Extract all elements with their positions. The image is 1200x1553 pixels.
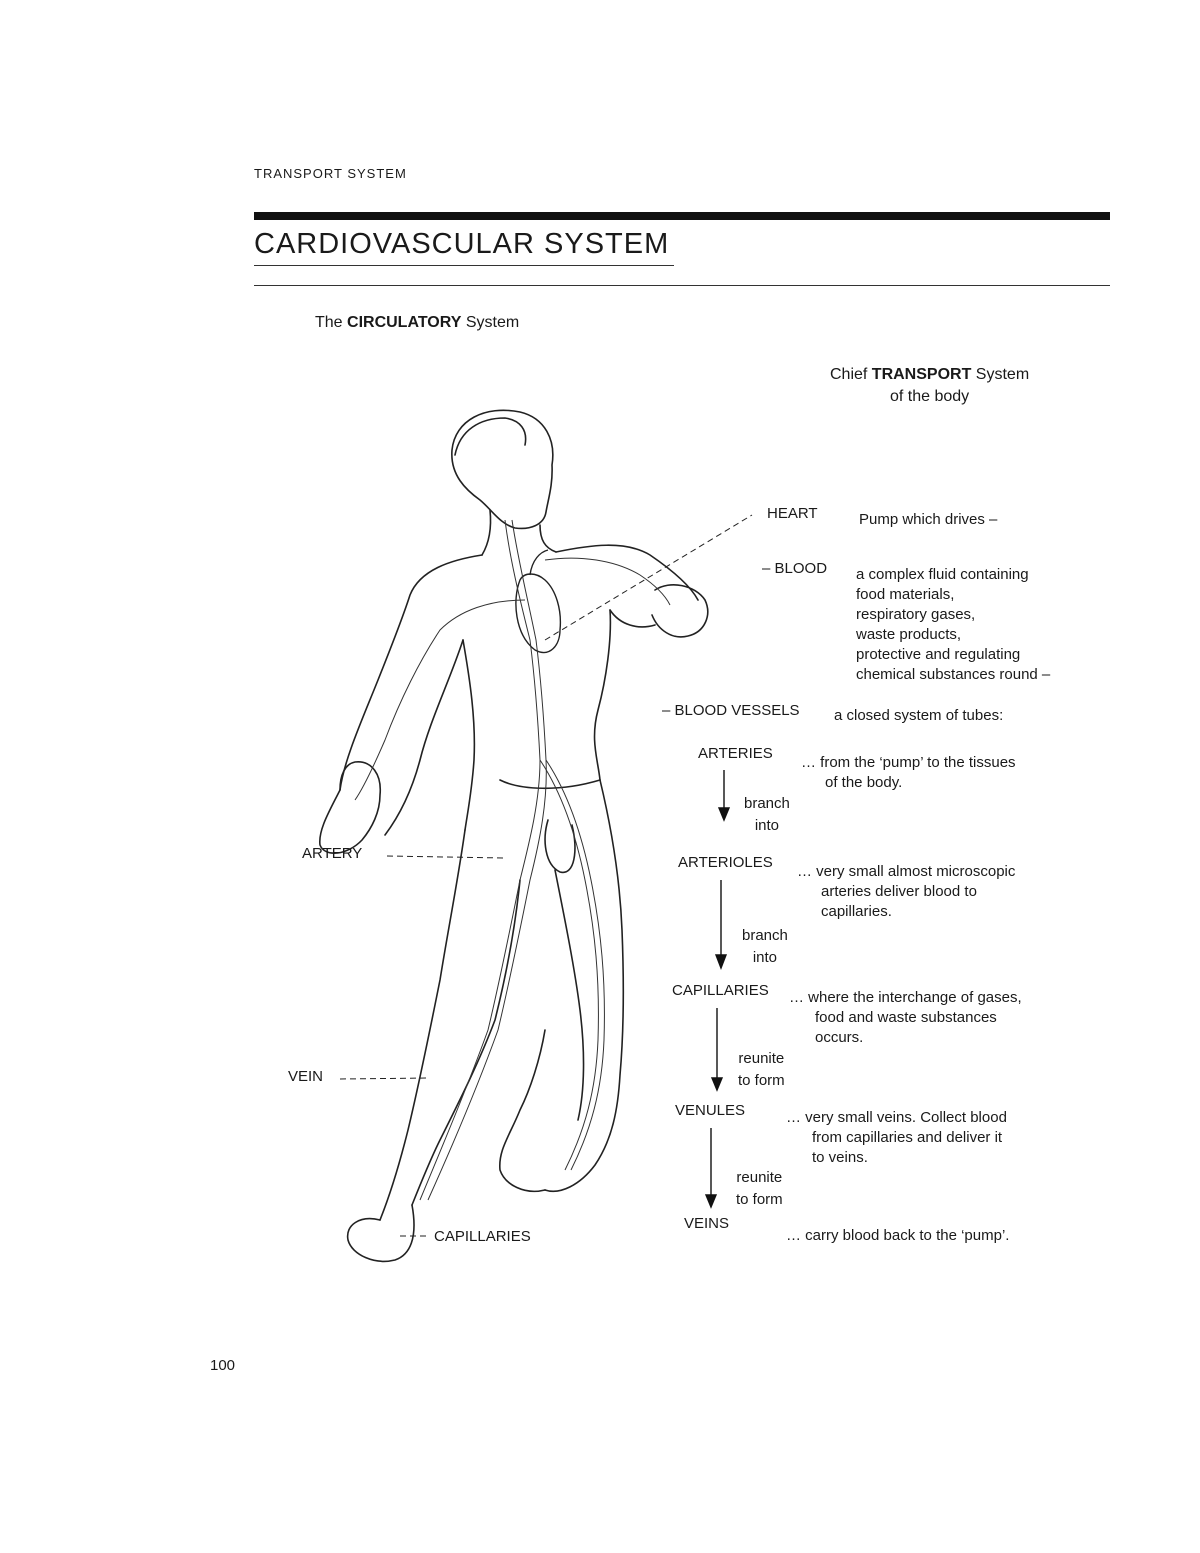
blood-desc-line: respiratory gases,: [856, 606, 976, 623]
capillaries-desc-line: occurs.: [815, 1029, 864, 1046]
artery-label: ARTERY: [302, 845, 363, 862]
arterioles-label: ARTERIOLES: [678, 854, 773, 871]
step-text: branch: [742, 927, 788, 944]
capillaries-desc-line: … where the interchange of gases,: [789, 989, 1022, 1006]
section-label: TRANSPORT SYSTEM: [254, 166, 407, 181]
step-text: into: [754, 817, 780, 834]
subtitle-bold: CIRCULATORY: [347, 314, 462, 331]
step-reunite-2: [736, 1167, 783, 1211]
capillaries-label: CAPILLARIES: [672, 982, 769, 999]
arterioles-desc-line: capillaries.: [821, 903, 892, 920]
page-title: CARDIOVASCULAR SYSTEM: [254, 228, 670, 260]
blood-desc: [856, 565, 1050, 685]
step-text: into: [752, 949, 778, 966]
step-reunite-1: [738, 1048, 785, 1092]
step-text: branch: [744, 795, 790, 812]
step-branch-into-1: [744, 793, 790, 837]
venules-desc: [786, 1108, 1007, 1168]
venules-desc-line: … very small veins. Collect blood: [786, 1109, 1007, 1126]
step-text: to form: [736, 1191, 783, 1208]
vein-label: VEIN: [288, 1068, 324, 1085]
venules-label: VENULES: [675, 1102, 746, 1119]
subtitle-suffix: System: [461, 314, 520, 331]
venules-desc-line: to veins.: [812, 1149, 868, 1166]
step-text: to form: [738, 1072, 785, 1089]
leader-lines: [340, 515, 752, 1236]
chief-suffix: System: [971, 366, 1030, 383]
venules-desc-line: from capillaries and deliver it: [812, 1129, 1003, 1146]
arterioles-desc-line: … very small almost microscopic: [797, 863, 1016, 880]
arteries-desc: [801, 753, 1016, 793]
step-text: reunite: [736, 1169, 783, 1186]
chief-bold: TRANSPORT: [871, 366, 972, 383]
blood-label: – BLOOD: [762, 560, 828, 577]
chief-line2: of the body: [889, 388, 970, 405]
arterioles-desc: [797, 862, 1015, 922]
capillaries-desc: [789, 988, 1022, 1048]
blood-vessels-label: – BLOOD VESSELS: [662, 702, 800, 719]
arteries-desc-line: … from the ‘pump’ to the tissues: [801, 754, 1016, 771]
page-number: 100: [210, 1357, 236, 1374]
blood-desc-line: food materials,: [856, 586, 955, 603]
blood-desc-line: chemical substances round –: [856, 666, 1051, 683]
heart-desc: Pump which drives –: [859, 511, 998, 528]
subtitle-prefix: The: [315, 314, 348, 331]
step-branch-into-2: [742, 925, 788, 969]
heart-label: HEART: [767, 505, 818, 522]
body-outline: [320, 410, 708, 1261]
veins-desc: … carry blood back to the ‘pump’.: [786, 1227, 1010, 1244]
capillaries-desc-line: food and waste substances: [815, 1009, 997, 1026]
arteries-label: ARTERIES: [698, 745, 773, 762]
capillaries-figure-label: CAPILLARIES: [434, 1228, 531, 1245]
chief-prefix: Chief: [830, 366, 872, 383]
step-text: reunite: [738, 1050, 785, 1067]
arterioles-desc-line: arteries deliver blood to: [821, 883, 977, 900]
veins-label: VEINS: [684, 1215, 730, 1232]
arteries-desc-line: of the body.: [825, 774, 903, 791]
heart-illustration: [516, 550, 560, 652]
blood-desc-line: a complex fluid containing: [856, 566, 1029, 583]
blood-vessels-desc: a closed system of tubes:: [834, 707, 1004, 724]
blood-desc-line: waste products,: [856, 626, 962, 643]
blood-desc-line: protective and regulating: [856, 646, 1021, 663]
